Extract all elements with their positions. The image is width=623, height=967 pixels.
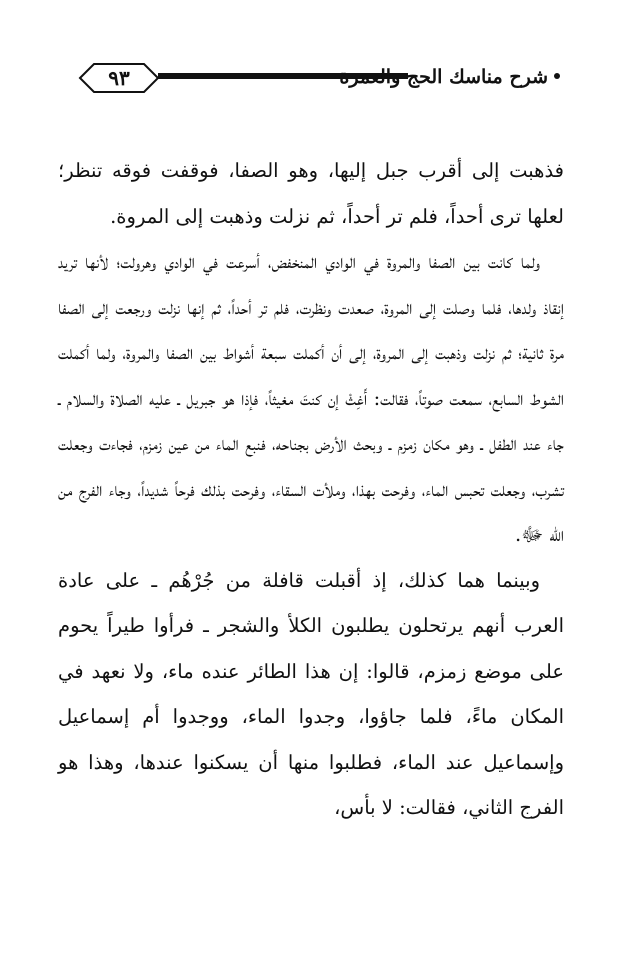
running-header — [78, 58, 560, 98]
page-number-tab — [78, 60, 160, 94]
header-bullet-icon — [554, 73, 560, 79]
paragraph: وبينما هما كذلك، إذ أقبلت قافلة من جُرْهُم ـ على عادة العرب أنهم يرتحلون يطلبون الكلأ والشجر ـ فرأوا طيراً يحوم على موضع زمزم، قالوا: إن هذا الطائر عنده ماء، ولا نعهد في المكان ماءً، فلما جاؤوا، وجدوا الماء، ووجدوا أم إسماعيل وإسماعيل عند الماء، فطلبوا منها أن يسكنوا عندها، وهذا هو الفرج الثاني، فقالت: لا بأس، — [58, 568, 564, 819]
page-number: ٩٣ — [108, 66, 130, 90]
body-text — [58, 148, 564, 831]
paragraph: فذهبت إلى أقرب جبل إليها، وهو الصفا، فوقفت فوقه تنظر؛ لعلها ترى أحداً، فلم تر أحداً، ثم نزلت وذهبت إلى المروة. — [58, 159, 564, 228]
paragraph: ولما كانت بين الصفا والمروة في الوادي المنخفض، أسرعت في الوادي وهرولت؛ لأنها تريد إنقاذ ولدها، فلما وصلت إلى المروة، صعدت ونظرت، فلم تر أحداً، ثم إنها نزلت ورجعت إلى الصفا مرة ثانية؛ ثم نزلت وذهبت إلى المروة، إلى أن أكملت سبعة أشواط بين الصفا والمروة، ولما أكملت الشوط السابع، سمعت صوتاً، فقالت: أَغِثْ إن كنتَ مغيثاً، فإذا هو جبريل ـ عليه الصلاة والسلام ـ جاء عند الطفل ـ وهو مكان زمزم ـ وبحث الأرض بجناحه، فنبع الماء من عين زمزم، فجاءت وجعلت تشرب، وجعلت تحبس الماء، وفرحت بهذا، وملأت السقاء، وفرحت بذلك فرحاً شديداً، وجاء الفرج من الله ﷻ. — [58, 250, 564, 546]
book-title: شرح مناسك الحج والعمرة — [339, 66, 548, 88]
